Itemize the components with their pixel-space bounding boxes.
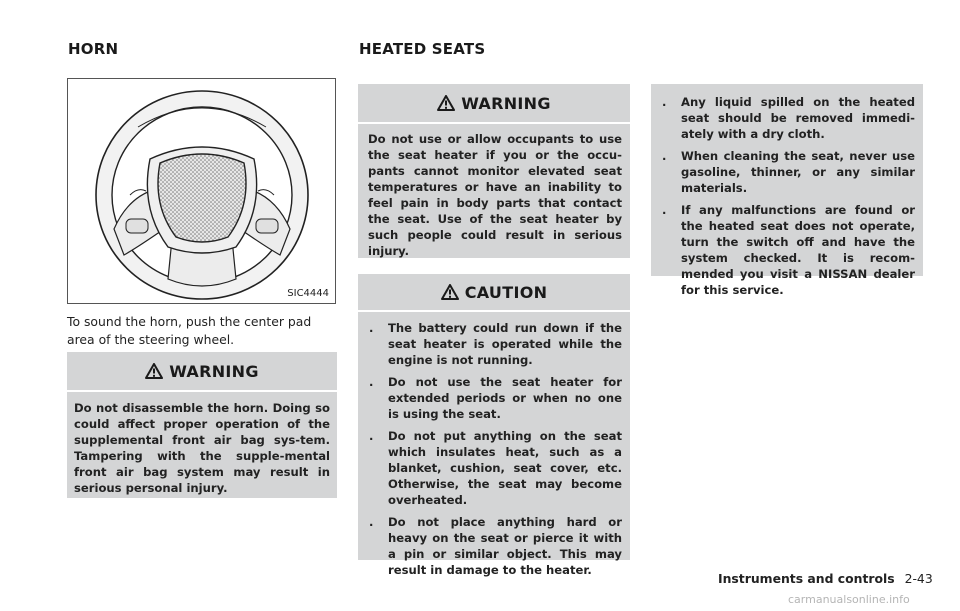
list-item: . Do not place anything hard or heavy on the seat or pierce it with a pin or similar object. This may result in damage to the heater. [369, 515, 622, 577]
notes-list [659, 94, 915, 298]
seat-warning-header [358, 84, 630, 124]
seat-notes-box [651, 84, 923, 297]
footer-page-number: 2-43 [904, 571, 933, 586]
list-item: . When cleaning the seat, never use gasoline, thinner, or any similar materials. [662, 149, 915, 195]
list-item: . If any malfunctions are found or the heated seat does not operate, turn the switch off and have the system checked. It is recom-mended you visit a NISSAN dealer for this service. [662, 203, 915, 297]
warning-triangle-icon [145, 363, 163, 379]
seat-caution-title: CAUTION [464, 282, 548, 302]
horn-warning-box [67, 352, 337, 498]
list-item: . Any liquid spilled on the heated seat should be removed immedi-ately with a dry cloth. [662, 95, 915, 141]
page-footer [718, 571, 933, 586]
watermark: carmanualsonline.info [788, 593, 910, 606]
warning-triangle-icon [437, 95, 455, 111]
list-item: . Do not use the seat heater for extended periods or when no one is using the seat. [369, 375, 622, 421]
seat-warning-box [358, 84, 630, 258]
caution-list [366, 320, 622, 578]
seat-warning-title: WARNING [461, 93, 551, 113]
list-item: . The battery could run down if the seat heater is operated while the engine is not running. [369, 321, 622, 367]
horn-warning-title: WARNING [169, 361, 259, 381]
footer-section: Instruments and controls [718, 571, 895, 586]
horn-body-text: To sound the horn, push the center pad area of the steering wheel. [67, 314, 312, 347]
steering-wheel-figure [67, 78, 336, 304]
horn-heading: HORN [68, 40, 119, 58]
steering-wheel-icon [68, 79, 335, 303]
heated-seats-heading: HEATED SEATS [359, 40, 486, 58]
horn-warning-text: Do not disassemble the horn. Doing so could affect proper operation of the supplemental front air bag sys-tem. Tampering with the supple-mental front air bag system may result in serious personal injury. [74, 401, 330, 495]
seat-caution-header [358, 274, 630, 312]
seat-caution-box [358, 274, 630, 577]
list-item: . Do not put anything on the seat which insulates heat, such as a blanket, cushion, seat cover, etc. Otherwise, the seat may become overheated. [369, 429, 622, 507]
figure-label: SIC4444 [287, 288, 329, 299]
seat-warning-text: Do not use or allow occupants to use the seat heater if you or the occu-pants cannot monitor elevated seat temperatures or have an inability to feel pain in body parts that contact the seat. Use of the seat heater by such people could result in serious injury. [368, 132, 622, 258]
warning-triangle-icon [441, 284, 459, 300]
horn-warning-header [67, 352, 337, 392]
